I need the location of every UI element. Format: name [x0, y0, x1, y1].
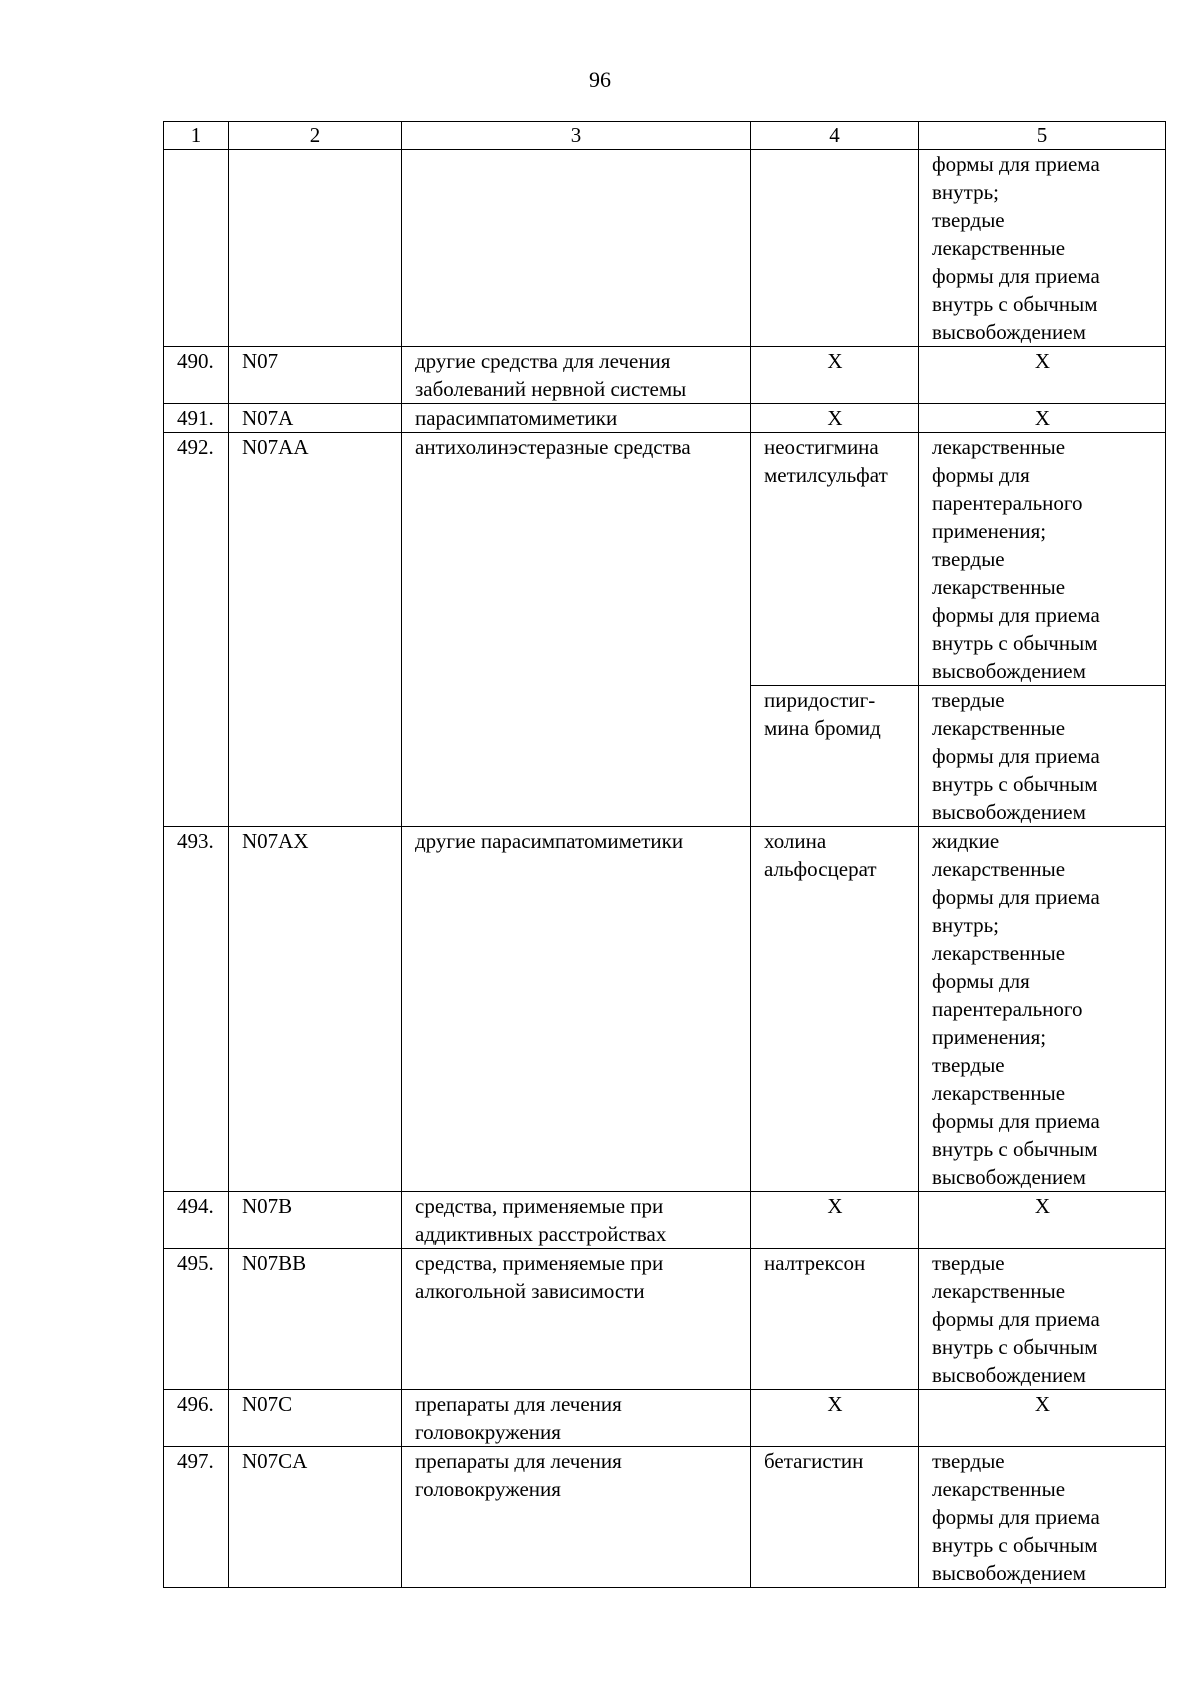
drug-name-cell: налтрексон — [751, 1249, 919, 1390]
row-number-cell: 496. — [164, 1390, 229, 1447]
table-row — [164, 1447, 1166, 1588]
group-name-cell: препараты для лечения головокружения — [402, 1447, 751, 1588]
row-number-cell: 493. — [164, 827, 229, 1192]
atc-code-cell: N07CA — [229, 1447, 402, 1588]
table-row — [164, 150, 1166, 347]
group-name-cell: средства, применяемые при алкогольной зависимости — [402, 1249, 751, 1390]
table-row — [164, 1192, 1166, 1249]
group-name-cell: другие средства для лечения заболеваний нервной системы — [402, 347, 751, 404]
atc-code-cell — [229, 150, 402, 347]
dosage-forms-cell: твердые лекарственные формы для приема внутрь с обычным высвобождением — [919, 1447, 1166, 1588]
group-name-cell: препараты для лечения головокружения — [402, 1390, 751, 1447]
row-number-cell: 490. — [164, 347, 229, 404]
dosage-forms-cell: лекарственные формы для парентерального применения; твердые лекарственные формы для приема внутрь с обычным высвобождением — [919, 433, 1166, 686]
header-row — [164, 122, 1166, 150]
group-name-cell: средства, применяемые при аддиктивных расстройствах — [402, 1192, 751, 1249]
table-row — [164, 827, 1166, 1192]
row-number-cell: 492. — [164, 433, 229, 827]
page-number: 96 — [589, 67, 611, 92]
dosage-forms-cell: жидкие лекарственные формы для приема внутрь; лекарственные формы для парентерального применения; твердые лекарственные формы для приема внутрь с обычным высвобождением — [919, 827, 1166, 1192]
header-cell-3: 3 — [402, 122, 751, 150]
table-row — [164, 1249, 1166, 1390]
drug-name-cell: X — [751, 404, 919, 433]
row-number-cell: 494. — [164, 1192, 229, 1249]
dosage-forms-cell: X — [919, 1192, 1166, 1249]
atc-code-cell: N07AA — [229, 433, 402, 827]
table-row — [164, 404, 1166, 433]
row-number-cell: 495. — [164, 1249, 229, 1390]
drug-name-cell: пиридостиг- мина бромид — [751, 686, 919, 827]
row-number-cell: 497. — [164, 1447, 229, 1588]
row-number-cell — [164, 150, 229, 347]
dosage-forms-cell: формы для приема внутрь; твердые лекарственные формы для приема внутрь с обычным высвобождением — [919, 150, 1166, 347]
atc-code-cell: N07B — [229, 1192, 402, 1249]
drug-name-cell — [751, 150, 919, 347]
header-cell-2: 2 — [229, 122, 402, 150]
table-body — [164, 150, 1166, 1588]
atc-code-cell: N07C — [229, 1390, 402, 1447]
table-row — [164, 433, 1166, 686]
dosage-forms-cell: твердые лекарственные формы для приема внутрь с обычным высвобождением — [919, 1249, 1166, 1390]
drug-name-cell: X — [751, 1390, 919, 1447]
group-name-cell: антихолинэстеразные средства — [402, 433, 751, 827]
atc-code-cell: N07AX — [229, 827, 402, 1192]
drug-name-cell: X — [751, 1192, 919, 1249]
header-cell-1: 1 — [164, 122, 229, 150]
drug-name-cell: холина альфосцерат — [751, 827, 919, 1192]
drug-list-table — [163, 121, 1166, 1588]
drug-name-cell: X — [751, 347, 919, 404]
table-row — [164, 347, 1166, 404]
drug-name-cell: неостигмина метилсульфат — [751, 433, 919, 686]
atc-code-cell: N07A — [229, 404, 402, 433]
atc-code-cell: N07BB — [229, 1249, 402, 1390]
header-cell-5: 5 — [919, 122, 1166, 150]
row-number-cell: 491. — [164, 404, 229, 433]
dosage-forms-cell: X — [919, 347, 1166, 404]
group-name-cell — [402, 150, 751, 347]
group-name-cell: парасимпатомиметики — [402, 404, 751, 433]
group-name-cell: другие парасимпатомиметики — [402, 827, 751, 1192]
atc-code-cell: N07 — [229, 347, 402, 404]
header-cell-4: 4 — [751, 122, 919, 150]
dosage-forms-cell: X — [919, 1390, 1166, 1447]
dosage-forms-cell: твердые лекарственные формы для приема внутрь с обычным высвобождением — [919, 686, 1166, 827]
drug-name-cell: бетагистин — [751, 1447, 919, 1588]
dosage-forms-cell: X — [919, 404, 1166, 433]
table-row — [164, 1390, 1166, 1447]
